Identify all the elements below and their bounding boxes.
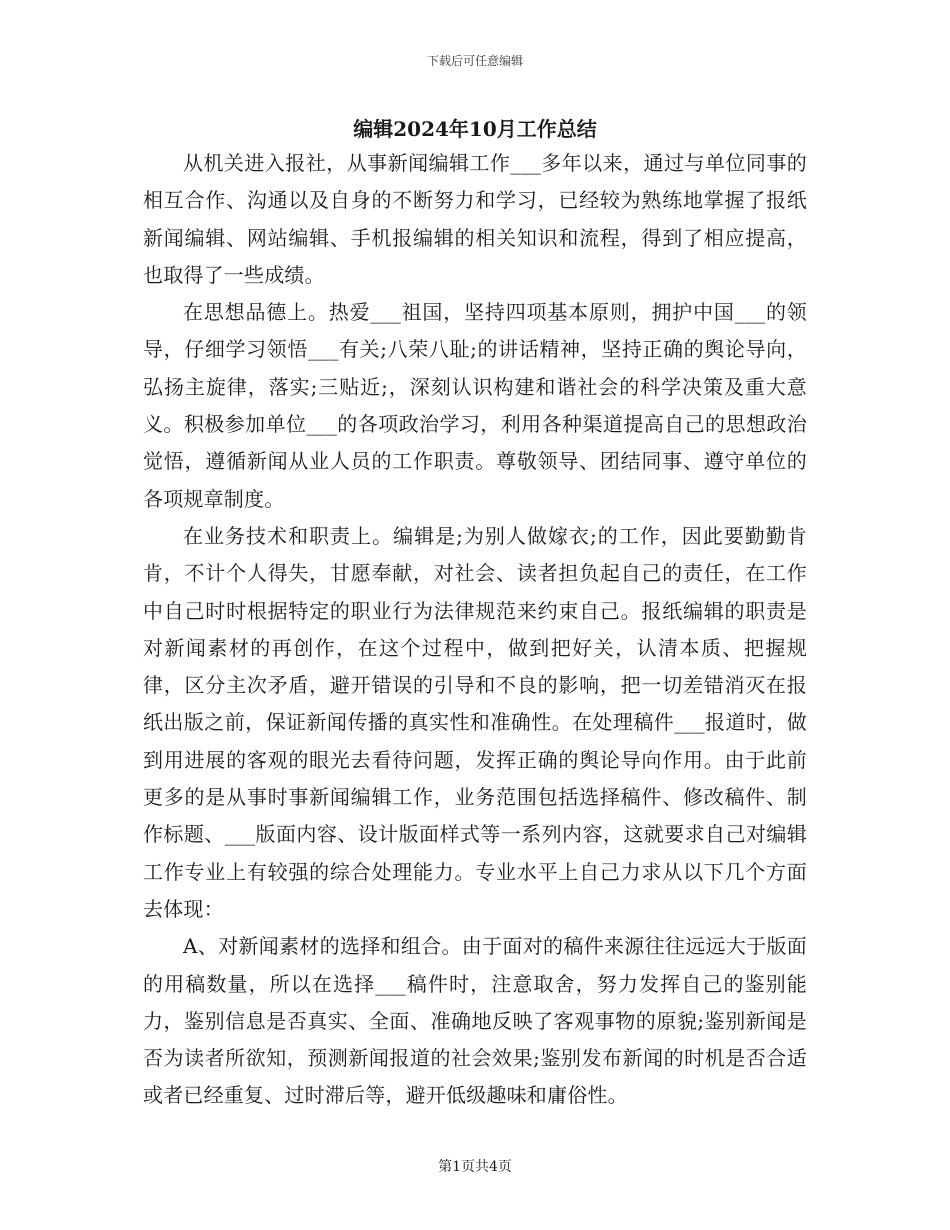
- document-body: [143, 145, 807, 1115]
- header-note: 下载后可任意编辑: [426, 54, 523, 68]
- paragraph-ideology: 在思想品德上。热爱___祖国，坚持四项基本原则，拥护中国___的领导，仔细学习领悟___有关;八荣八耻;的讲话精神，坚持正确的舆论导向，弘扬主旋律，落实;三贴近;，深刻认识构建和谐社会的科学决策及重大意义。积极参加单位___的各项政治学习，利用各种渠道提高自己的思想政治觉悟，遵循新闻从业人员的工作职责。尊敬领导、团结同事、遵守单位的各项规章制度。: [143, 300, 807, 511]
- page-number: 第1页共4页: [438, 1159, 512, 1175]
- document-title: 编辑2024年10月工作总结: [353, 117, 597, 141]
- paragraph-selection: A、对新闻素材的选择和组合。由于面对的稿件来源往往远远大于版面的用稿数量，所以在选择___稿件时，注意取舍，努力发挥自己的鉴别能力，鉴别信息是否真实、全面、准确地反映了客观事物的原貌;鉴别新闻是否为读者所欲知，预测新闻报道的社会效果;鉴别发布新闻的时机是否合适或者已经重复、过时滞后等，避开低级趣味和庸俗性。: [143, 934, 807, 1108]
- paragraph-duties: 在业务技术和职责上。编辑是;为别人做嫁衣;的工作，因此要勤勤肯肯，不计个人得失，甘愿奉献，对社会、读者担负起自己的责任，在工作中自己时时根据特定的职业行为法律规范来约束自己。报纸编辑的职责是对新闻素材的再创作，在这个过程中，做到把好关，认清本质、把握规律，区分主次矛盾，避开错误的引导和不良的影响，把一切差错消灭在报纸出版之前，保证新闻传播的真实性和准确性。在处理稿件___报道时，做到用进展的客观的眼光去看待问题，发挥正确的舆论导向作用。由于此前更多的是从事时事新闻编辑工作，业务范围包括选择稿件、修改稿件、制作标题、___版面内容、设计版面样式等一系列内容，这就要求自己对编辑工作专业上有较强的综合处理能力。专业水平上自己力求从以下几个方面去体现：: [143, 523, 807, 921]
- paragraph-intro: 从机关进入报社，从事新闻编辑工作___多年以来，通过与单位同事的相互合作、沟通以及自身的不断努力和学习，已经较为熟练地掌握了报纸新闻编辑、网站编辑、手机报编辑的相关知识和流程，得到了相应提高，也取得了一些成绩。: [143, 151, 807, 287]
